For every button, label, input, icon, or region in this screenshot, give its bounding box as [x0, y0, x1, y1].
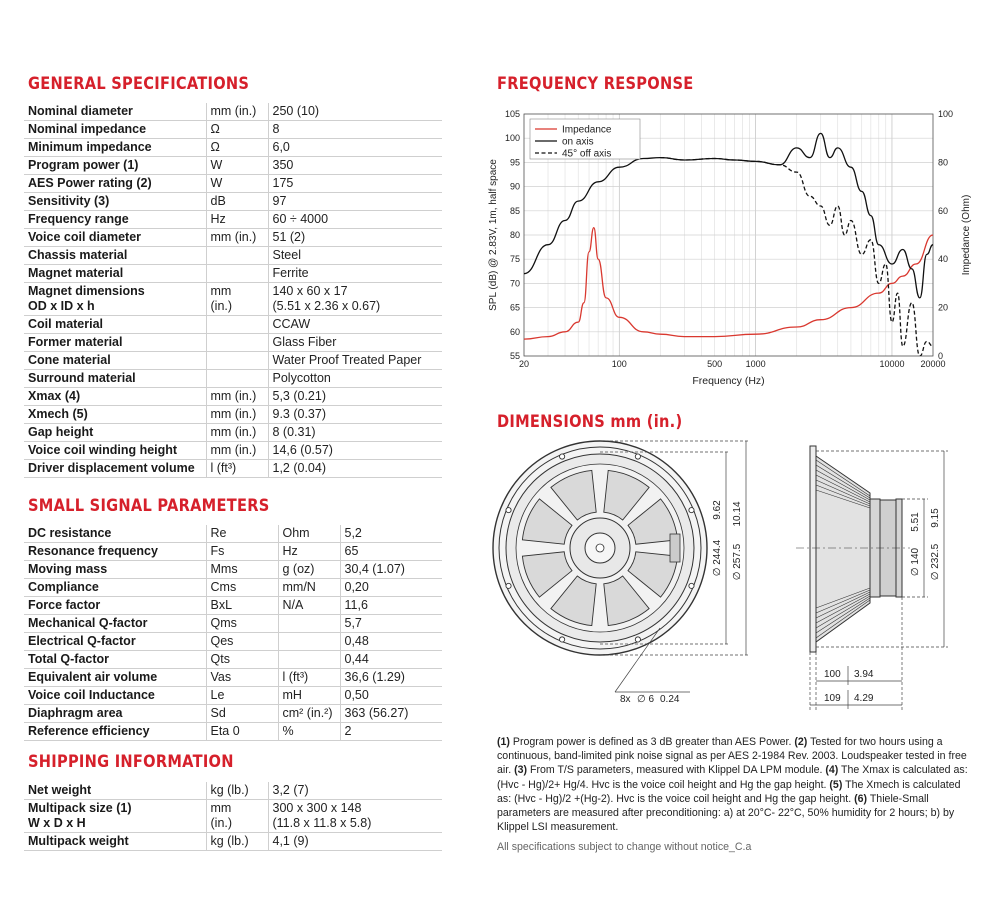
footnote-text: Tested for two hours using a continuous, band-limited pink noise signal as per AES 2-1984 Rev. 2003. Loudspeaker tested in free air. [497, 736, 967, 777]
frequency-title: FREQUENCY RESPONSE [497, 74, 694, 94]
y-tick-label: 100 [504, 133, 520, 144]
row-value: Steel [268, 247, 442, 265]
row-value: Water Proof Treated Paper [268, 352, 442, 370]
row-unit: l (ft³) [206, 460, 268, 478]
table-row [24, 121, 442, 139]
side-flange [810, 446, 816, 652]
row-label: Magnet material [24, 265, 206, 283]
row-value: 2 [340, 723, 442, 741]
table-row [24, 424, 442, 442]
table-row [24, 265, 442, 283]
x-axis-label: Frequency (Hz) [692, 375, 765, 387]
row-unit [278, 615, 340, 633]
mounting-hole [689, 508, 694, 513]
row-unit: l (ft³) [278, 669, 340, 687]
mounting-hole [689, 583, 694, 588]
row-value: Ferrite [268, 265, 442, 283]
table-row [24, 705, 442, 723]
row-value: 14,6 (0.57) [268, 442, 442, 460]
row-label: Multipack weight [24, 833, 206, 851]
row-value: 350 [268, 157, 442, 175]
row-symbol: Fs [206, 543, 278, 561]
row-label: Equivalent air volume [24, 669, 206, 687]
row-label: Sensitivity (3) [24, 193, 206, 211]
table-row [24, 615, 442, 633]
row-value: 8 (0.31) [268, 424, 442, 442]
mounting-hole [635, 637, 640, 642]
row-label: Net weight [24, 782, 206, 800]
front-view [493, 441, 707, 655]
pole-vent [596, 544, 604, 552]
small-signal-table [24, 525, 442, 741]
row-label: Resonance frequency [24, 543, 206, 561]
row-unit: kg (lb.) [206, 833, 268, 851]
side-depth-1-in: 3.94 [854, 669, 874, 680]
front-diameter-outer-mm: ∅ 257.5 [732, 543, 743, 581]
row-unit: N/A [278, 597, 340, 615]
table-row [24, 460, 442, 478]
y-tick-label: 70 [509, 278, 520, 289]
x-tick-label: 20 [518, 359, 530, 369]
row-unit: mm (in.) [206, 388, 268, 406]
table-row [24, 316, 442, 334]
row-unit: g (oz) [278, 561, 340, 579]
hole-diameter-in: 0.24 [660, 694, 680, 705]
footnote-number: (2) [794, 736, 808, 748]
footnote-number: (5) [829, 778, 843, 791]
row-value: 0,50 [340, 687, 442, 705]
row-value: 175 [268, 175, 442, 193]
table-row [24, 442, 442, 460]
row-label: Surround material [24, 370, 206, 388]
row-value: 300 x 300 x 148 (11.8 x 11.8 x 5.8) [268, 800, 442, 833]
legend-label: on axis [562, 136, 594, 148]
row-unit: dB [206, 193, 268, 211]
row-label: Voice coil Inductance [24, 687, 206, 705]
footnote-number: (3) [514, 764, 528, 777]
row-unit: W [206, 157, 268, 175]
side-cutout-diameter-in: 9.15 [930, 508, 941, 528]
footnote-text: Program power is defined as 3 dB greater than AES Power. [509, 736, 795, 748]
row-value: 0,44 [340, 651, 442, 669]
table-row [24, 175, 442, 193]
row-unit: Ohm [278, 525, 340, 543]
table-row [24, 651, 442, 669]
row-symbol: Cms [206, 579, 278, 597]
side-depth-1-mm: 100 [824, 669, 841, 680]
row-label: Xmech (5) [24, 406, 206, 424]
y2-tick-label: 20 [938, 302, 949, 313]
y-tick-label: 85 [509, 205, 520, 216]
row-unit [206, 247, 268, 265]
table-row [24, 833, 442, 851]
row-label: Cone material [24, 352, 206, 370]
table-row [24, 543, 442, 561]
side-view [796, 446, 910, 652]
side-cutout-diameter-mm: ∅ 232.5 [930, 543, 941, 581]
legend [530, 119, 640, 160]
row-unit: mm (in.) [206, 424, 268, 442]
frequency-chart [480, 100, 980, 400]
row-unit [206, 316, 268, 334]
row-label: Program power (1) [24, 157, 206, 175]
mounting-hole [560, 637, 565, 642]
table-row [24, 633, 442, 651]
row-unit: mm/N [278, 579, 340, 597]
row-symbol: Vas [206, 669, 278, 687]
x-tick-label: 10000 [879, 359, 905, 369]
row-value: 60 ÷ 4000 [268, 211, 442, 229]
table-row [24, 687, 442, 705]
row-value: 11,6 [340, 597, 442, 615]
table-row [24, 406, 442, 424]
mounting-hole [635, 454, 640, 459]
row-unit: W [206, 175, 268, 193]
row-label: Minimum impedance [24, 139, 206, 157]
table-row [24, 247, 442, 265]
row-label: Diaphragm area [24, 705, 206, 723]
row-value: 30,4 (1.07) [340, 561, 442, 579]
row-value: 0,48 [340, 633, 442, 651]
row-symbol: Re [206, 525, 278, 543]
row-unit: Ω [206, 121, 268, 139]
row-label: Gap height [24, 424, 206, 442]
row-value: 0,20 [340, 579, 442, 597]
footnote-text: The Xmax is calculated as: (Hvc - Hg)/2+ Hg/4. Hvc is the voice coil height and Hg the gap height. [497, 764, 968, 791]
table-row [24, 525, 442, 543]
row-value: 3,2 (7) [268, 782, 442, 800]
table-row [24, 579, 442, 597]
table-row [24, 388, 442, 406]
table-row [24, 352, 442, 370]
row-value: Glass Fiber [268, 334, 442, 352]
row-unit [278, 633, 340, 651]
side-magnet-diameter-mm: ∅ 140 [910, 547, 921, 577]
row-unit: mm (in.) [206, 229, 268, 247]
x-tick-label: 20000 [920, 359, 946, 369]
y-axis-label: SPL (dB) @ 2.83V, 1m, half space [488, 159, 499, 311]
row-value: CCAW [268, 316, 442, 334]
side-magnet-diameter-in: 5.51 [910, 512, 921, 532]
table-row [24, 229, 442, 247]
y2-tick-label: 0 [938, 351, 944, 361]
mounting-hole [560, 454, 565, 459]
x-tick-label: 1000 [745, 359, 766, 369]
mounting-hole [506, 583, 511, 588]
y-tick-label: 95 [509, 157, 520, 168]
table-row [24, 283, 442, 316]
row-label: Mechanical Q-factor [24, 615, 206, 633]
row-label: Voice coil winding height [24, 442, 206, 460]
row-value: 140 x 60 x 17 (5.51 x 2.36 x 0.67) [268, 283, 442, 316]
footnote-number: (1) [497, 736, 510, 748]
row-symbol: Qms [206, 615, 278, 633]
row-label: Electrical Q-factor [24, 633, 206, 651]
row-label: Nominal diameter [24, 103, 206, 121]
table-row [24, 723, 442, 741]
shipping-title: SHIPPING INFORMATION [28, 752, 234, 772]
row-symbol: Eta 0 [206, 723, 278, 741]
row-unit: cm² (in.²) [278, 705, 340, 723]
row-label: Nominal impedance [24, 121, 206, 139]
row-unit: kg (lb.) [206, 782, 268, 800]
row-label: Voice coil diameter [24, 229, 206, 247]
y-tick-label: 65 [509, 302, 520, 313]
row-value: Polycotton [268, 370, 442, 388]
row-unit: mm (in.) [206, 103, 268, 121]
table-row [24, 334, 442, 352]
row-label: Compliance [24, 579, 206, 597]
row-unit [206, 370, 268, 388]
row-unit: mm (in.) [206, 442, 268, 460]
front-diameter-inner-in: 9.62 [712, 500, 723, 520]
row-unit [206, 334, 268, 352]
row-label: Xmax (4) [24, 388, 206, 406]
legend-label: Impedance [562, 124, 612, 136]
dimensions-title: DIMENSIONS mm (in.) [497, 412, 683, 432]
side-depth-2-in: 4.29 [854, 693, 874, 704]
row-label: Magnet dimensions OD x ID x h [24, 283, 206, 316]
table-row [24, 139, 442, 157]
row-unit: mm (in.) [206, 283, 268, 316]
table-row [24, 193, 442, 211]
y2-tick-label: 80 [938, 157, 949, 168]
row-label: Frequency range [24, 211, 206, 229]
footnote-text: From T/S parameters, measured with Klippel DA LPM module. [527, 764, 826, 777]
table-row [24, 669, 442, 687]
general-spec-title: GENERAL SPECIFICATIONS [28, 74, 250, 94]
row-label: Coil material [24, 316, 206, 334]
x-tick-label: 100 [611, 359, 627, 369]
row-symbol: Qts [206, 651, 278, 669]
mounting-hole [506, 508, 511, 513]
row-value: 6,0 [268, 139, 442, 157]
row-label: Chassis material [24, 247, 206, 265]
y2-axis-label: Impedance (Ohm) [961, 194, 972, 276]
row-value: 1,2 (0.04) [268, 460, 442, 478]
holes-count: 8x [620, 694, 631, 705]
footnote-number: (4) [825, 764, 839, 777]
table-row [24, 211, 442, 229]
row-label: DC resistance [24, 525, 206, 543]
y-tick-label: 105 [504, 109, 520, 119]
table-row [24, 782, 442, 800]
terminal-block [670, 534, 680, 562]
row-label: Former material [24, 334, 206, 352]
table-row [24, 103, 442, 121]
row-unit: Hz [278, 543, 340, 561]
disclaimer: All specifications subject to change without notice_C.a [497, 841, 752, 853]
row-symbol: BxL [206, 597, 278, 615]
row-unit [206, 265, 268, 283]
x-tick-label: 500 [707, 359, 723, 369]
row-symbol: Le [206, 687, 278, 705]
small-signal-title: SMALL SIGNAL PARAMETERS [28, 496, 270, 516]
row-unit: mm (in.) [206, 406, 268, 424]
row-label: Reference efficiency [24, 723, 206, 741]
row-value: 65 [340, 543, 442, 561]
table-row [24, 800, 442, 833]
row-value: 4,1 (9) [268, 833, 442, 851]
row-unit: % [278, 723, 340, 741]
row-label: Driver displacement volume [24, 460, 206, 478]
row-symbol: Qes [206, 633, 278, 651]
general-spec-table [24, 103, 442, 478]
footnote-text: The Xmech is calculated as: (Hvc - Hg)/2 +(Hg-2). Hvc is the voice coil height and Hg the gap height. [497, 778, 961, 805]
row-symbol: Sd [206, 705, 278, 723]
row-value: 51 (2) [268, 229, 442, 247]
y2-tick-label: 100 [938, 109, 954, 119]
row-label: Moving mass [24, 561, 206, 579]
y2-tick-label: 40 [938, 254, 949, 265]
y-tick-label: 60 [509, 326, 520, 337]
row-value: 9.3 (0.37) [268, 406, 442, 424]
table-row [24, 561, 442, 579]
footnotes [497, 735, 969, 834]
row-unit: mm (in.) [206, 800, 268, 833]
footnote-text: Thiele-Small parameters are measured after preconditioning: a) at 20°C- 22°C, 50% humidity for 2 hours; b) by Klippel LSI measurement. [497, 792, 955, 834]
row-value: 5,3 (0.21) [268, 388, 442, 406]
row-unit [278, 651, 340, 669]
front-diameter-outer-in: 10.14 [732, 501, 743, 527]
front-diameter-inner-mm: ∅ 244.4 [712, 539, 723, 577]
row-value: 8 [268, 121, 442, 139]
row-label: Multipack size (1) W x D x H [24, 800, 206, 833]
legend-label: 45° off axis [562, 148, 612, 160]
table-row [24, 370, 442, 388]
row-value: 97 [268, 193, 442, 211]
y-tick-label: 75 [509, 254, 520, 265]
row-value: 36,6 (1.29) [340, 669, 442, 687]
row-unit [206, 352, 268, 370]
y2-tick-label: 60 [938, 205, 949, 216]
row-symbol: Mms [206, 561, 278, 579]
row-label: Total Q-factor [24, 651, 206, 669]
footnote-number: (6) [854, 792, 868, 805]
row-unit: Hz [206, 211, 268, 229]
side-depth-2-mm: 109 [824, 693, 841, 704]
y-tick-label: 55 [509, 351, 520, 361]
row-value: 5,2 [340, 525, 442, 543]
dimensions-drawing [480, 440, 980, 730]
row-unit: mH [278, 687, 340, 705]
row-value: 363 (56.27) [340, 705, 442, 723]
y-tick-label: 90 [509, 181, 520, 192]
row-label: AES Power rating (2) [24, 175, 206, 193]
series-group [524, 133, 933, 356]
table-row [24, 597, 442, 615]
row-value: 250 (10) [268, 103, 442, 121]
table-row [24, 157, 442, 175]
shipping-table [24, 782, 442, 851]
y-tick-label: 80 [509, 230, 520, 240]
hole-diameter-mm: ∅ 6 [637, 694, 655, 705]
row-label: Force factor [24, 597, 206, 615]
row-value: 5,7 [340, 615, 442, 633]
row-unit: Ω [206, 139, 268, 157]
